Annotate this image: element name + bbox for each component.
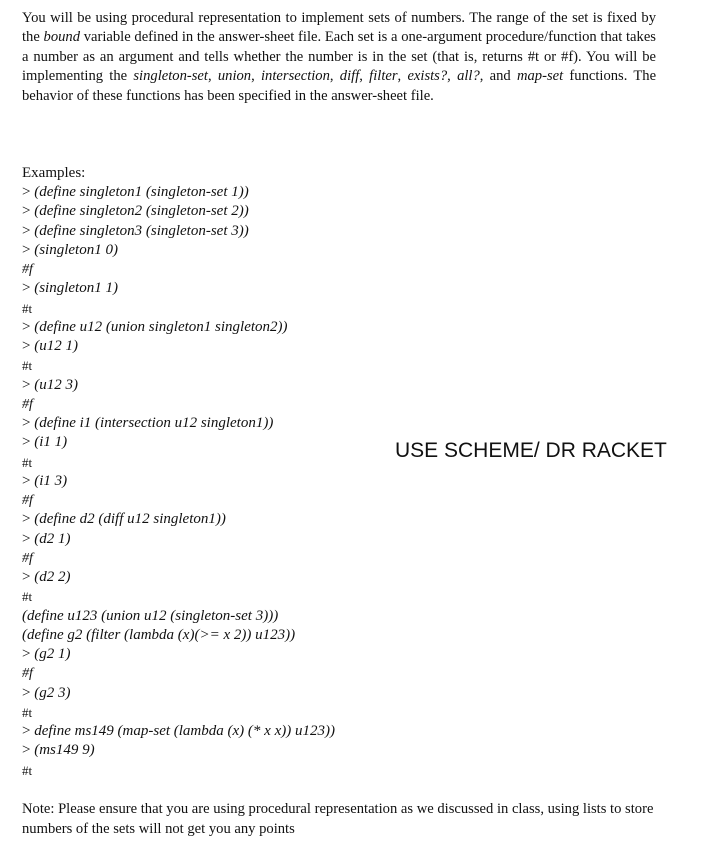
code-text: (u12 1) xyxy=(34,338,78,355)
prompt-symbol: > xyxy=(22,222,35,239)
result-value: #f xyxy=(22,262,33,278)
code-line xyxy=(22,626,442,645)
code-text: (define u12 (union singleton1 singleton2)) xyxy=(34,318,288,335)
code-line xyxy=(22,530,442,549)
result-value: #t xyxy=(22,300,33,316)
code-line xyxy=(22,318,442,337)
prompt-symbol: > xyxy=(22,569,35,586)
prompt-symbol: > xyxy=(22,530,35,547)
result-line xyxy=(22,356,442,375)
code-line xyxy=(22,183,442,202)
code-text: (g2 1) xyxy=(34,646,71,663)
prompt-symbol: > xyxy=(22,684,35,701)
prompt-symbol: > xyxy=(22,511,35,528)
code-text: (d2 2) xyxy=(34,569,71,586)
code-line xyxy=(22,645,442,664)
code-line xyxy=(22,607,442,626)
examples-heading: Examples: xyxy=(22,165,86,181)
separator: , xyxy=(329,68,340,85)
code-text: (define singleton2 (singleton-set 2)) xyxy=(34,203,249,220)
code-line xyxy=(22,472,442,491)
result-value: #t xyxy=(22,358,33,374)
result-line xyxy=(22,761,442,780)
intro-text-2: variable defined in the answer-sheet file. Each set is a one-argument procedure/function that takes a number as an argument and tells whether the number is in the set (that is, returns #t or #f). You will be implementing the xyxy=(22,29,656,85)
code-line xyxy=(22,414,442,433)
side-note: USE SCHEME/ DR RACKET xyxy=(395,439,667,462)
term-bound: bound xyxy=(43,29,81,46)
code-text: (define u123 (union u12 (singleton-set 3))) xyxy=(22,607,279,624)
result-value: #f xyxy=(22,396,33,412)
footer-note: Note: Please ensure that you are using procedural representation as we discussed in class, using lists to store numbers of the sets will not get you any points xyxy=(22,801,654,837)
result-value: #t xyxy=(22,589,33,605)
separator: , xyxy=(251,68,261,85)
code-line xyxy=(22,202,442,221)
result-value: #f xyxy=(22,493,33,509)
code-line xyxy=(22,337,442,356)
code-line xyxy=(22,241,442,260)
result-value: #t xyxy=(22,762,33,778)
prompt-symbol: > xyxy=(22,472,35,489)
code-text: (d2 1) xyxy=(34,530,71,547)
code-text: (i1 1) xyxy=(34,434,68,451)
result-line xyxy=(22,299,442,318)
separator: , xyxy=(397,68,408,85)
code-text: (define singleton3 (singleton-set 3)) xyxy=(34,222,249,239)
result-line xyxy=(22,491,442,510)
code-line xyxy=(22,568,442,587)
code-line xyxy=(22,722,442,741)
term-union: union xyxy=(217,68,252,85)
prompt-symbol: > xyxy=(22,241,35,258)
prompt-symbol: > xyxy=(22,203,35,220)
intro-paragraph xyxy=(22,9,656,106)
code-text: define ms149 (map-set (lambda (x) (* x x)) u123)) xyxy=(34,723,335,740)
code-text: (define i1 (intersection u12 singleton1)) xyxy=(34,415,274,432)
prompt-symbol: > xyxy=(22,434,35,451)
code-line xyxy=(22,684,442,703)
example-lines xyxy=(22,183,442,780)
code-text: (singleton1 0) xyxy=(34,241,118,258)
result-line xyxy=(22,703,442,722)
code-text: (g2 3) xyxy=(34,684,71,701)
result-line xyxy=(22,664,442,683)
code-text: (ms149 9) xyxy=(34,742,95,759)
result-line xyxy=(22,260,442,279)
separator: , xyxy=(359,68,370,85)
prompt-symbol: > xyxy=(22,646,35,663)
code-line xyxy=(22,433,442,452)
code-text: (u12 3) xyxy=(34,376,78,393)
code-line xyxy=(22,510,442,529)
result-line xyxy=(22,453,442,472)
separator: , xyxy=(447,68,458,85)
code-line xyxy=(22,222,442,241)
result-value: #f xyxy=(22,550,33,566)
code-text: (define g2 (filter (lambda (x)(>= x 2)) u123)) xyxy=(22,626,296,643)
result-line xyxy=(22,549,442,568)
intro-text-1: You will be using procedural representation to implement sets of numbers. The range of the set is fixed by the xyxy=(22,10,656,46)
intro-text-3: functions. The behavior of these functions has been specified in the answer-sheet file. xyxy=(22,68,657,104)
term-exists: exists? xyxy=(407,68,448,85)
term-all: all? xyxy=(457,68,480,85)
code-text: (define d2 (diff u12 singleton1)) xyxy=(34,511,226,528)
result-line xyxy=(22,587,442,606)
prompt-symbol: > xyxy=(22,184,35,201)
separator: , xyxy=(207,68,218,85)
result-line xyxy=(22,395,442,414)
code-line xyxy=(22,741,442,760)
result-value: #f xyxy=(22,666,33,682)
examples-block xyxy=(22,164,442,780)
prompt-symbol: > xyxy=(22,723,35,740)
prompt-symbol: > xyxy=(22,280,35,297)
prompt-symbol: > xyxy=(22,742,35,759)
code-text: (singleton1 1) xyxy=(34,280,118,297)
term-map-set: map-set xyxy=(516,68,564,85)
code-text: (i1 3) xyxy=(34,472,68,489)
term-filter: filter xyxy=(369,68,398,85)
result-value: #t xyxy=(22,704,33,720)
code-line xyxy=(22,279,442,298)
prompt-symbol: > xyxy=(22,338,35,355)
separator: , and xyxy=(479,68,517,85)
term-intersection: intersection xyxy=(261,68,330,85)
term-diff: diff xyxy=(339,68,360,85)
result-value: #t xyxy=(22,454,33,470)
prompt-symbol: > xyxy=(22,318,35,335)
term-singleton-set: singleton-set xyxy=(133,68,208,85)
code-text: (define singleton1 (singleton-set 1)) xyxy=(34,184,249,201)
prompt-symbol: > xyxy=(22,376,35,393)
code-line xyxy=(22,376,442,395)
prompt-symbol: > xyxy=(22,415,35,432)
